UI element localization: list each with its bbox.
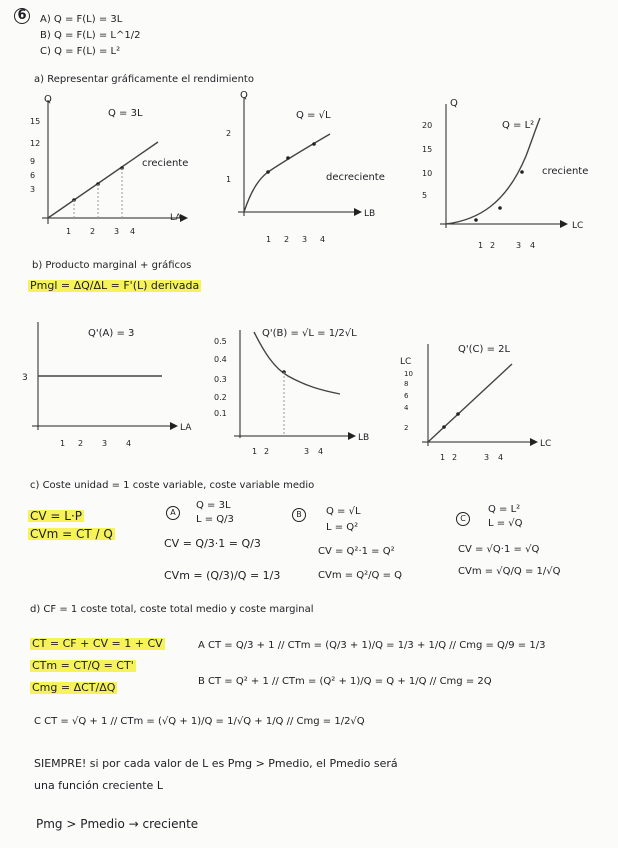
line-d-b: B CT = Q² + 1 // CTm = (Q² + 1)/Q = Q + 1/Q // Cmg = 2Q: [198, 676, 492, 687]
graph-b1-title: Q'(A) = 3: [88, 328, 135, 339]
graph-a1-xlabel: LA: [170, 213, 182, 223]
section-c-title: c) Coste unidad = 1 coste variable, coste variable medio: [30, 480, 315, 491]
graph-a2-ylabel: Q: [240, 90, 248, 101]
graph-b3-title: Q'(C) = 2L: [458, 344, 511, 355]
graph-a3-xtick-1: 2: [490, 241, 496, 250]
graph-a2-xtick-1: 2: [284, 235, 290, 244]
graph-b3: [400, 340, 590, 470]
graph-b1-xlabel: LA: [180, 423, 192, 433]
graph-b1-ytick-0: 3: [22, 373, 28, 383]
problem-number: 6: [14, 8, 30, 24]
pmg-formula: Pmgl = ΔQ/ΔL = F'(L) derivada: [30, 279, 200, 292]
def-a: A) Q = F(L) = 3L: [40, 14, 123, 25]
conclusion-line-3: Pmg > Pmedio → creciente: [36, 817, 199, 831]
graph-b3-ytick-1: 8: [404, 380, 409, 388]
graph-b2-title: Q'(B) = √L = 1/2√L: [262, 328, 357, 339]
graph-a2: [226, 92, 396, 246]
ct-formula: CT = CF + CV = 1 + CV: [32, 637, 163, 650]
col-a-line-2: CV = Q/3·1 = Q/3: [164, 537, 261, 550]
graph-b3-ytick-0: 10: [404, 370, 413, 378]
graph-a3-ytick-0: 20: [422, 121, 433, 130]
line-d-a: A CT = Q/3 + 1 // CTm = (Q/3 + 1)/Q = 1/3 + 1/Q // Cmg = Q/9 = 1/3: [198, 640, 546, 651]
graph-b2-ytick-2: 0.3: [214, 375, 227, 384]
graph-a1-xtick-2: 3: [114, 227, 120, 236]
graph-b2: [210, 326, 386, 466]
graph-a1-ytick-0: 15: [30, 117, 41, 126]
graph-a1-ytick-3: 6: [30, 171, 36, 180]
cv-formula: CV = L·P: [30, 509, 83, 523]
col-c-line-3: CVm = √Q/Q = 1/√Q: [458, 566, 561, 577]
col-b-line-1: L = Q²: [326, 522, 359, 533]
graph-b2-xtick-3: 4: [318, 447, 324, 456]
col-c-line-2: CV = √Q·1 = √Q: [458, 544, 540, 555]
col-a-line-1: L = Q/3: [196, 514, 234, 525]
graph-a1-note: creciente: [142, 158, 189, 169]
graph-a1-ylabel: Q: [44, 94, 52, 105]
cmg-formula: Cmg = ΔCT/ΔQ: [32, 681, 116, 694]
col-a-line-0: Q = 3L: [196, 500, 231, 511]
ctm-formula: CTm = CT/Q = CT': [32, 659, 134, 672]
section-b-title: b) Producto marginal + gráficos: [32, 260, 192, 271]
col-a-label: A: [166, 506, 180, 520]
graph-b1-xtick-3: 4: [126, 439, 132, 448]
graph-b3-xtick-1: 2: [452, 453, 458, 462]
graph-a3-ytick-3: 5: [422, 191, 428, 200]
graph-a3-ylabel: Q: [450, 98, 458, 109]
graph-a2-xtick-0: 1: [266, 235, 272, 244]
graph-a2-xlabel: LB: [364, 209, 376, 219]
graph-a3-title: Q = L²: [502, 120, 535, 131]
graph-a3: [416, 96, 606, 256]
col-b-line-2: CV = Q²·1 = Q²: [318, 546, 395, 557]
graph-a2-title: Q = √L: [296, 110, 331, 121]
graph-b3-xtick-2: 3: [484, 453, 490, 462]
graph-a3-note: creciente: [542, 166, 589, 177]
col-b-label: B: [292, 508, 306, 522]
graph-a3-xtick-2: 3: [516, 241, 522, 250]
conclusion-line-2: una función creciente L: [34, 779, 163, 792]
graph-b3-ytick-2: 6: [404, 392, 409, 400]
graph-b2-xtick-1: 2: [264, 447, 270, 456]
graph-b2-ytick-3: 0.2: [214, 393, 227, 402]
graph-b3-xtick-3: 4: [498, 453, 504, 462]
graph-a1-title: Q = 3L: [108, 108, 143, 119]
graph-a3-ytick-1: 15: [422, 145, 433, 154]
graph-b3-xtick-0: 1: [440, 453, 446, 462]
graph-b3-ytick-4: 2: [404, 424, 409, 432]
graph-b2-ytick-0: 0.5: [214, 337, 227, 346]
graph-b2-ytick-1: 0.4: [214, 355, 227, 364]
graph-a3-xtick-3: 4: [530, 241, 536, 250]
graph-a2-note: decreciente: [326, 172, 385, 183]
graph-a1-ytick-1: 12: [30, 139, 41, 148]
col-c-line-1: L = √Q: [488, 518, 523, 529]
graph-a2-xtick-3: 4: [320, 235, 326, 244]
graph-a2-xtick-2: 3: [302, 235, 308, 244]
graph-b1-xtick-2: 3: [102, 439, 108, 448]
line-d-c: C CT = √Q + 1 // CTm = (√Q + 1)/Q = 1/√Q + 1/Q // Cmg = 1/2√Q: [34, 716, 365, 727]
cvm-formula: CVm = CT / Q: [30, 527, 113, 541]
graph-b1-xtick-0: 1: [60, 439, 66, 448]
graph-a3-ytick-2: 10: [422, 169, 433, 178]
graph-a1: [30, 94, 200, 244]
graph-b2-xlabel: LB: [358, 433, 370, 443]
graph-a3-xlabel: LC: [572, 221, 584, 231]
def-c: C) Q = F(L) = L²: [40, 46, 121, 57]
graph-a2-ytick-0: 2: [226, 129, 232, 138]
graph-b3-xlabel: LC: [540, 439, 552, 449]
graph-b2-xtick-2: 3: [304, 447, 310, 456]
graph-a1-ytick-2: 9: [30, 157, 36, 166]
col-b-line-3: CVm = Q²/Q = Q: [318, 570, 403, 581]
col-a-line-3: CVm = (Q/3)/Q = 1/3: [164, 569, 281, 582]
section-a-title: a) Representar gráficamente el rendimiento: [34, 74, 254, 85]
graph-a1-xtick-1: 2: [90, 227, 96, 236]
graph-b2-xtick-0: 1: [252, 447, 258, 456]
graph-b1-xtick-1: 2: [78, 439, 84, 448]
graph-a1-ytick-4: 3: [30, 185, 36, 194]
section-d-title: d) CF = 1 coste total, coste total medio y coste marginal: [30, 604, 314, 615]
graph-a1-xtick-3: 4: [130, 227, 136, 236]
col-c-line-0: Q = L²: [488, 504, 521, 515]
def-b: B) Q = F(L) = L^1/2: [40, 30, 141, 41]
graph-b3-ytick-3: 4: [404, 404, 409, 412]
col-b-line-0: Q = √L: [326, 506, 361, 517]
graph-b3-ylabel: LC: [400, 357, 412, 367]
graph-b1: [22, 318, 192, 458]
graph-a2-ytick-1: 1: [226, 175, 232, 184]
graph-b2-ytick-4: 0.1: [214, 409, 227, 418]
graph-a3-xtick-0: 1: [478, 241, 484, 250]
col-c-label: C: [456, 512, 470, 526]
graph-a1-xtick-0: 1: [66, 227, 72, 236]
conclusion-line-1: SIEMPRE! si por cada valor de L es Pmg > Pmedio, el Pmedio será: [34, 757, 398, 770]
